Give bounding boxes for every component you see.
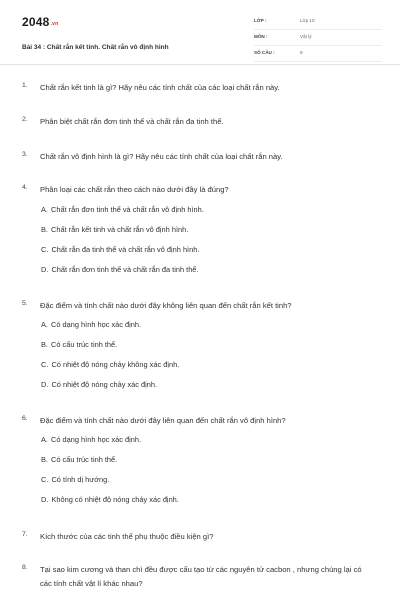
option-letter: C. — [41, 360, 49, 369]
logo-main-text: 2048 — [22, 15, 50, 29]
answer-option[interactable] — [41, 245, 199, 254]
question-number: 6. — [22, 415, 28, 422]
question-item — [0, 182, 400, 194]
answer-option[interactable] — [41, 435, 141, 444]
meta-value: Lớp 10 — [300, 18, 315, 23]
option-text: Chất rắn đơn tinh thể và chất rắn đa tinh thể. — [51, 265, 199, 274]
question-text: Tại sao kim cương và than chì đều được cấu tạo từ các nguyên tử cacbon , nhưng chúng lại có các tính chất vật lí khác nhau? — [40, 565, 362, 588]
header-divider — [0, 64, 400, 65]
option-text: Có tính dị hướng. — [51, 475, 110, 484]
question-text: Chất rắn kết tinh là gì? Hãy nêu các tính chất của các loại chất rắn này. — [40, 83, 280, 92]
meta-row-subject — [254, 30, 382, 46]
question-text: Đặc điểm và tính chất nào dưới đây không liên quan đến chất rắn kết tinh? — [40, 301, 292, 310]
option-letter: D. — [41, 265, 49, 274]
option-letter: A. — [41, 435, 48, 444]
option-text: Có cấu trúc tinh thể. — [51, 455, 118, 464]
option-text: Có dạng hình học xác định. — [51, 320, 142, 329]
answer-option[interactable] — [41, 475, 109, 484]
question-number: 2. — [22, 116, 28, 123]
option-letter: B. — [41, 340, 48, 349]
option-letter: C. — [41, 475, 49, 484]
meta-value: 9 — [300, 50, 303, 55]
question-item — [0, 149, 400, 161]
option-letter: B. — [41, 455, 48, 464]
meta-label: SỐ CÂU : — [254, 50, 275, 55]
answer-option[interactable] — [41, 380, 157, 389]
answer-option[interactable] — [41, 495, 179, 504]
option-text: Chất rắn đa tinh thể và chất rắn vô định hình. — [51, 245, 200, 254]
option-text: Chất rắn đơn tinh thể và chất rắn vô định hình. — [51, 205, 204, 214]
answer-option[interactable] — [41, 455, 117, 464]
question-number: 4. — [22, 184, 28, 191]
option-letter: A. — [41, 320, 48, 329]
question-number: 8. — [22, 564, 28, 571]
worksheet-header — [18, 12, 382, 66]
option-text: Có dạng hình học xác định. — [51, 435, 142, 444]
logo-suffix-text: .vn — [50, 21, 59, 27]
option-text: Có nhiệt độ nóng chảy xác định. — [51, 380, 158, 389]
question-number: 3. — [22, 151, 28, 158]
question-number: 1. — [22, 82, 28, 89]
question-text: Kích thước của các tinh thể phụ thuộc điều kiện gì? — [40, 532, 214, 541]
question-item — [0, 114, 400, 126]
meta-value: Vật lý — [300, 34, 312, 39]
question-number: 7. — [22, 531, 28, 538]
lesson-title: Bài 34 : Chất rắn kết tinh. Chất rắn vô định hình — [22, 44, 169, 51]
option-text: Chất rắn kết tinh và chất rắn vô định hình. — [51, 225, 189, 234]
answer-option[interactable] — [41, 205, 204, 214]
worksheet-meta — [254, 14, 382, 62]
site-logo[interactable] — [22, 15, 58, 29]
answer-option[interactable] — [41, 225, 188, 234]
meta-row-question-count — [254, 46, 382, 62]
option-letter: A. — [41, 205, 48, 214]
question-item — [0, 80, 400, 92]
answer-option[interactable] — [41, 320, 141, 329]
question-item — [0, 413, 400, 425]
question-item — [0, 562, 400, 588]
question-text: Phân biệt chất rắn đơn tinh thể và chất rắn đa tinh thể. — [40, 117, 224, 126]
option-text: Có nhiệt độ nóng chảy không xác định. — [51, 360, 180, 369]
question-text: Chất rắn vô định hình là gì? Hãy nêu các tính chất của loại chất rắn này. — [40, 152, 283, 161]
option-letter: D. — [41, 495, 49, 504]
option-letter: D. — [41, 380, 49, 389]
question-number: 5. — [22, 300, 28, 307]
question-text: Đặc điểm và tính chất nào dưới đây liên quan đến chất rắn vô định hình? — [40, 416, 286, 425]
option-letter: C. — [41, 245, 49, 254]
question-text: Phân loại các chất rắn theo cách nào dưới đây là đúng? — [40, 185, 229, 194]
meta-label: MÔN : — [254, 34, 268, 39]
option-text: Có cấu trúc tinh thể. — [51, 340, 118, 349]
option-letter: B. — [41, 225, 48, 234]
question-item — [0, 529, 400, 541]
answer-option[interactable] — [41, 340, 117, 349]
option-text: Không có nhiệt độ nóng chảy xác định. — [51, 495, 179, 504]
question-item — [0, 298, 400, 310]
meta-row-class — [254, 14, 382, 30]
meta-label: LỚP : — [254, 18, 267, 23]
answer-option[interactable] — [41, 265, 198, 274]
answer-option[interactable] — [41, 360, 179, 369]
